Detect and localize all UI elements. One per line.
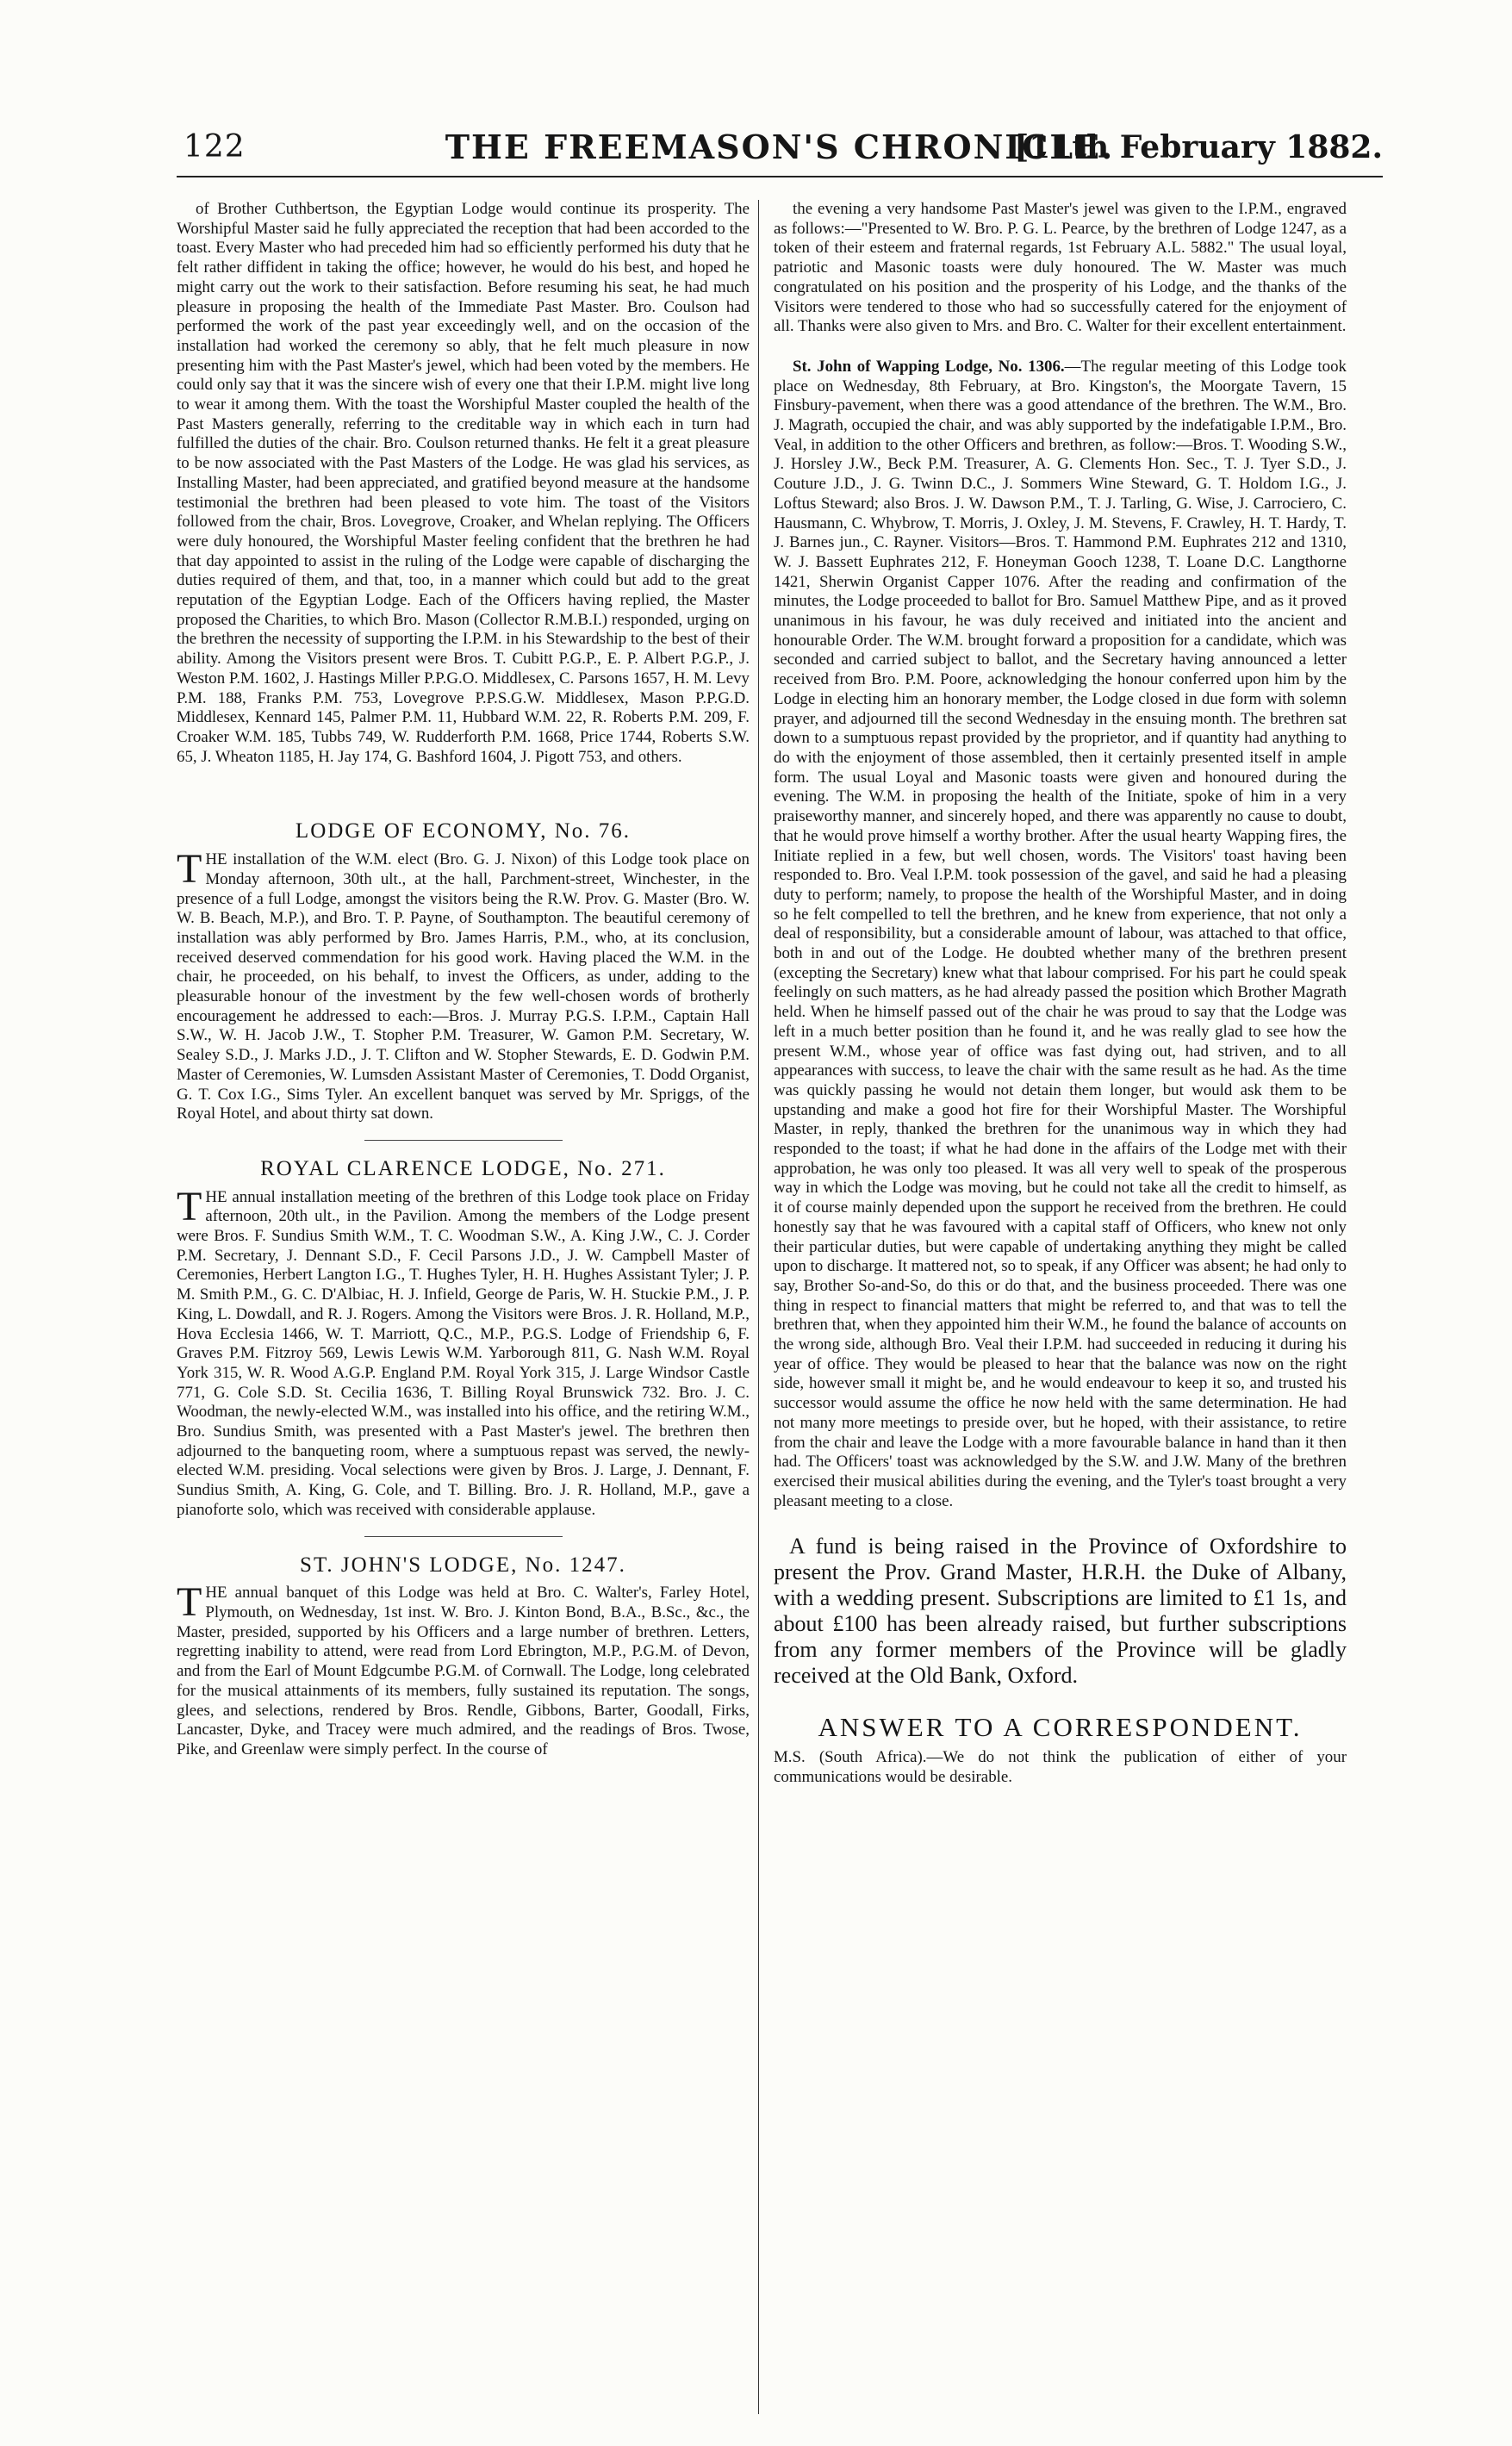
masthead-title: THE FREEMASON'S CHRONICLE. xyxy=(445,128,1115,166)
egyptian-lodge-continuation: of Brother Cuthbertson, the Egyptian Lodge would continue its prosperity. The Worshipful Master said he fully appreciated the reception that had been accorded to the toast. Every Master who had preceded him had so efficiently performed his duty that he felt rather diffident in taking the office; however, he would do his best, and hoped he might carry out the work to their satisfaction. Before resuming his seat, he had much pleasure in proposing the health of the Immediate Past Master. Bro. Coulson had performed the work of the past year exceedingly well, and on the occasion of the installation had worked the ceremony so ably, that he felt much pleasure in now presenting him with the Past Master's jewel, which had been voted by the members. He could only say that it was the sincere wish of every one that their I.P.M. might live long to wear it among them. With the toast the Worshipful Master coupled the health of the Past Masters generally, referring to the creditable way in which each in turn had fulfilled the duties of the chair. Bro. Coulson returned thanks. He felt it a great pleasure to be now associated with the Past Masters of the Lodge. He was glad his services, as Installing Master, had been appreciated, and gratified beyond measure at the handsome testimonial the brethren had been pleased to vote him. The toast of the Visitors followed from the chair, Bros. Lovegrove, Croaker, and Whelan replying. The Officers were duly honoured, the Worshipful Master feeling confident that the brethren he had that day appointed to assist in the ruling of the Lodge were capable of discharging the duties required of them, and that, too, in a manner which could but add to the great reputation of the Egyptian Lodge. Each of the Officers having replied, the Master proposed the Charities, to which Bro. Mason (Collector R.M.B.I.) responded, urging on the brethren the necessity of supporting the I.P.M. in his Stewardship to the best of their ability. Among the Visitors present were Bros. T. Cubitt P.G.P., E. P. Albert P.G.P., J. Weston P.M. 1602, J. Hastings Miller P.P.G.O. Middlesex, C. Parsons 1657, H. M. Levy P.M. 188, Franks P.M. 753, Lovegrove P.P.S.G.W. Middlesex, Mason P.P.G.D. Middlesex, Kennard 145, Palmer P.M. 11, Hubbard W.M. 22, R. Roberts P.M. 209, F. Croaker W.M. 185, Tubbs 749, W. Rudderforth P.M. 1668, Price 1744, Roberts S.W. 65, J. Wheaton 1185, H. Jay 174, G. Bashford 1604, J. Pigott 753, and others. xyxy=(177,200,750,766)
right-column xyxy=(774,200,1347,1788)
answer-heading: ANSWER TO A CORRESPONDENT. xyxy=(818,1712,1303,1743)
economy-lodge-heading: LODGE OF ECONOMY, No. 76. xyxy=(295,819,632,843)
page-header xyxy=(177,122,1383,177)
column-divider xyxy=(758,200,759,2414)
section-divider xyxy=(364,1140,563,1141)
oxfordshire-fund-notice: A fund is being raised in the Province of Oxfordshire to present the Prov. Grand Master, H.R.H. the Duke of Albany, with a wedding present. Subscriptions are limited to £1 1s, and about £100 has been already raised, but further subscriptions from any former members of the Province will be gladly received at the Old Bank, Oxford. xyxy=(774,1534,1347,1689)
wapping-lodge-text: —The regular meeting of this Lodge took place on Wednesday, 8th February, at Bro. Kingston's, the Moorgate Tavern, 15 Finsbury-pavement, when there was a good attendance of the brethren. The W.M., Bro. J. Magrath, occupied the chair, and was ably supported by the indefatigable I.P.M., Bro. Veal, in addition to the other Officers and brethren, as follow:—Bros. T. Wooding S.W., J. Horsley J.W., Beck P.M. Treasurer, A. G. Clements Hon. Sec., T. J. Tyer S.D., J. Couture J.D., J. G. Twinn D.C., J. Sommers Wine Steward, G. T. Holdom I.G., J. Loftus Steward; also Bros. J. W. Dawson P.M., T. J. Tarling, G. Wise, J. Carrociero, C. Hausmann, C. Whybrow, T. Morris, J. Oxley, J. M. Stevens, F. Crawley, H. T. Hardy, T. J. Barnes jun., C. Rayner. Visitors—Bros. T. Hammond P.M. Euphrates 212 and 1310, W. J. Bassett Euphrates 212, F. Honeyman Gooch 1238, T. Loane D.C. Langthorne 1421, Sherwin Organist Capper 1076. After the reading and confirmation of the minutes, the Lodge proceeded to ballot for Bro. Samuel Matthew Pipe, and as it proved unanimous in his favour, he was duly received and initiated into the ancient and honourable Order. The W.M. brought forward a proposition for a candidate, which was seconded and carried subject to ballot, and the Secretary having announced a letter received from Bro. P.M. Poore, acknowledging the honour conferred upon him by the Lodge in electing him an honorary member, the Lodge closed in due form with solemn prayer, and adjourned till the second Wednesday in the ensuing month. The brethren sat down to a sumptuous repast provided by the proprietor, and if quantity had anything to do with the enjoyment of those assembled, then it certainly presented itself in ample form. The usual Loyal and Masonic toasts were given and honoured during the evening. The W.M. in proposing the health of the Initiate, spoke of him in a very praiseworthy manner, and sincerely hoped, and there was apparently no cause to doubt, that he would prove himself a worthy brother. After the usual hearty Wapping fires, the Initiate replied in a few, but well chosen, words. The Visitors' toast having been responded to. Bro. Veal I.P.M. took possession of the gavel, and said he had a pleasing duty to perform; namely, to propose the health of the Worshipful Master, and in doing so he felt compelled to tell the brethren, and he knew from experience, that not only a deal of responsibility, but a considerable amount of labour, was attached to that office, both in and out of the Lodge. He doubted whether many of the brethren present (excepting the Secretary) knew what that labour comprised. For his part he could speak feelingly on such matters, as he had already passed the position which Brother Magrath held. When he himself passed out of the chair he was proud to say that the Lodge was left in a much better position than he found it, and he was really glad to see how the present W.M., whose year of office was fast dying out, had striven, and to all appearances with success, to leave the chair with the same result as he had. As the time was quickly passing he would not detain them longer, but would ask them to be upstanding and make a good hot fire for their Worshipful Master. The Worshipful Master, in reply, thanked the brethren for the unanimous way in which they had responded to the toast; if what he had done in the affairs of the Lodge met with their approbation, he was only too pleased. It was all very well to speak of the prosperous way in which the Lodge was moving, but he could not take all the credit to himself, as it of course mainly depended upon the support he received from the brethren. He could honestly say that he was favoured with a capital staff of Officers, who knew not only their particular duties, but were capable of undertaking anything they might be called upon to discharge. It mattered not, so to speak, if any Officer was absent; he had only to say, Brother So-and-So, do this or do that, and the business proceeded. There was one thing in respect to financial matters that might be referred to, and that was to tell the brethren that, when they appointed him their W.M., he found the balance of accounts on the wrong side, although Bro. Veal their I.P.M. had succeeded in reducing it during his year of office. They would be pleased to hear that the balance was now on the right side, however small it might be, and he would endeavour to keep it so, and trusted his successor would assume the office he now held with the same determination. He had not many more meetings to preside over, but he hoped, with their assistance, to retire from the chair and leave the Lodge with a more favourable balance in hand than it then had. The Officers' toast was acknowledged by the S.W. and J.W. Many of the brethren exercised their musical abilities during the evening, and the Tyler's toast brought a very pleasant meeting to a close. xyxy=(774,357,1347,1510)
page-number: 122 xyxy=(184,129,246,165)
clarence-lodge-heading: ROYAL CLARENCE LODGE, No. 271. xyxy=(260,1156,666,1180)
wapping-lodge-report xyxy=(774,358,1347,1511)
left-column xyxy=(177,200,750,1760)
answer-text: M.S. (South Africa).—We do not think the publication of either of your communications would be desirable. xyxy=(774,1748,1347,1786)
section-divider xyxy=(364,1536,563,1537)
wapping-lodge-heading: St. John of Wapping Lodge, No. 1306. xyxy=(793,357,1065,376)
economy-lodge-report: THE installation of the W.M. elect (Bro. G. J. Nixon) of this Lodge took place on Monday afternoon, 30th ult., at the hall, Parchment-street, Winchester, in the presence of a full Lodge, amongst the visitors being the R.W. Prov. G. Master (Bro. W. W. B. Beach, M.P.), and Bro. T. P. Payne, of Southampton. The beautiful ceremony of installation was ably performed by Bro. James Harris, P.M., who, at its conclusion, received deserved commendation for his good work. Having placed the W.M. in the chair, he proceeded, on his behalf, to invest the Officers, as under, adding to the pleasurable honour of the investment by the few well-chosen words of brotherly encouragement he addressed to each:—Bros. J. Murray P.G.S. I.P.M., Captain Hall S.W., W. H. Jacob J.W., T. Stopher P.M. Treasurer, W. Gamon P.M. Secretary, W. Sealey S.D., J. Marks J.D., J. T. Clifton and W. Stopher Stewards, E. D. Godwin P.M. Master of Ceremonies, W. Lumsden Assistant Master of Ceremonies, T. Dodd Organist, G. T. Cox I.G., Sims Tyler. An excellent banquet was served by Mr. Spriggs, of the Royal Hotel, and about thirty sat down. xyxy=(177,846,750,1123)
st-johns-lodge-heading: ST. JOHN'S LODGE, No. 1247. xyxy=(300,1553,626,1577)
spacer xyxy=(774,337,1347,358)
spacer xyxy=(177,767,750,817)
issue-date: [11th February 1882. xyxy=(1014,129,1383,165)
st-johns-continuation: the evening a very handsome Past Master's jewel was given to the I.P.M., engraved as follows:—"Presented to W. Bro. P. G. L. Pearce, by the brethren of Lodge 1247, as a token of their esteem and fraternal regards, 1st February A.L. 5882." The usual loyal, patriotic and Masonic toasts were duly honoured. The W. Master was much congratulated on his position and the prosperity of his Lodge, and the thanks of the Visitors were tendered to those who had so successfully catered for the enjoyment of all. Thanks were also given to Mrs. and Bro. C. Walter for their excellent entertainment. xyxy=(774,200,1347,336)
clarence-lodge-report: THE annual installation meeting of the brethren of this Lodge took place on Friday afternoon, 20th ult., in the Pavilion. Among the members of the Lodge present were Bros. F. Sundius Smith W.M., T. C. Woodman S.W., A. King J.W., C. J. Corder P.M. Secretary, J. Dennant S.D., F. Cecil Parsons J.D., J. W. Campbell Master of Ceremonies, Herbert Langton I.G., T. Hughes Tyler, H. H. Hughes Assistant Tyler; J. P. M. Smith P.M., G. C. D'Albiac, H. J. Infield, George de Paris, W. H. Stuckie P.M., J. P. King, L. Dowdall, and R. J. Rogers. Among the Visitors were Bros. J. R. Holland, M.P., Hova Ecclesia 1466, W. T. Marriott, Q.C., M.P., P.G.S. Lodge of Friendship 6, F. Graves P.M. Fitzroy 569, Lewis Lewis W.M. Yarborough 811, G. Nash W.M. Royal York 315, W. R. Wood A.G.P. England P.M. Royal York 315, J. Large Windsor Castle 771, G. Cole S.D. St. Cecilia 1636, T. Billing Royal Brunswick 732. Bro. J. C. Woodman, the newly-elected W.M., was installed into his office, and the retiring W.M., Bro. Sundius Smith, was presented with a Past Master's jewel. The brethren then adjourned to the banqueting room, where a sumptuous repast was served, the newly-elected W.M. presiding. Vocal selections were given by Bros. J. Large, J. Dennant, F. Sundius Smith, A. King, G. Cole, and T. Billing. Bro. J. R. Holland, M.P., gave a pianoforte solo, which was received with considerable applause. xyxy=(177,1183,750,1519)
st-johns-lodge-report: THE annual banquet of this Lodge was held at Bro. C. Walter's, Farley Hotel, Plymouth, on Wednesday, 1st inst. W. Bro. J. Kinton Bond, B.A., B.Sc., &c., the Master, presided, supported by his Officers and a large number of brethren. Letters, regretting inability to attend, were read from Lord Ebrington, M.P., P.G.M. of Devon, and from the Earl of Mount Edgcumbe P.G.M. of Cornwall. The Lodge, long celebrated for the musical attainments of its members, fully sustained its reputation. The songs, glees, and selections, rendered by Bros. Rendle, Gibbons, Barter, Goodall, Firks, Lancaster, Dyke, and Tracey were much admired, and the readings of Bros. Twose, Pike, and Greenlaw were simply perfect. In the course of xyxy=(177,1579,750,1758)
